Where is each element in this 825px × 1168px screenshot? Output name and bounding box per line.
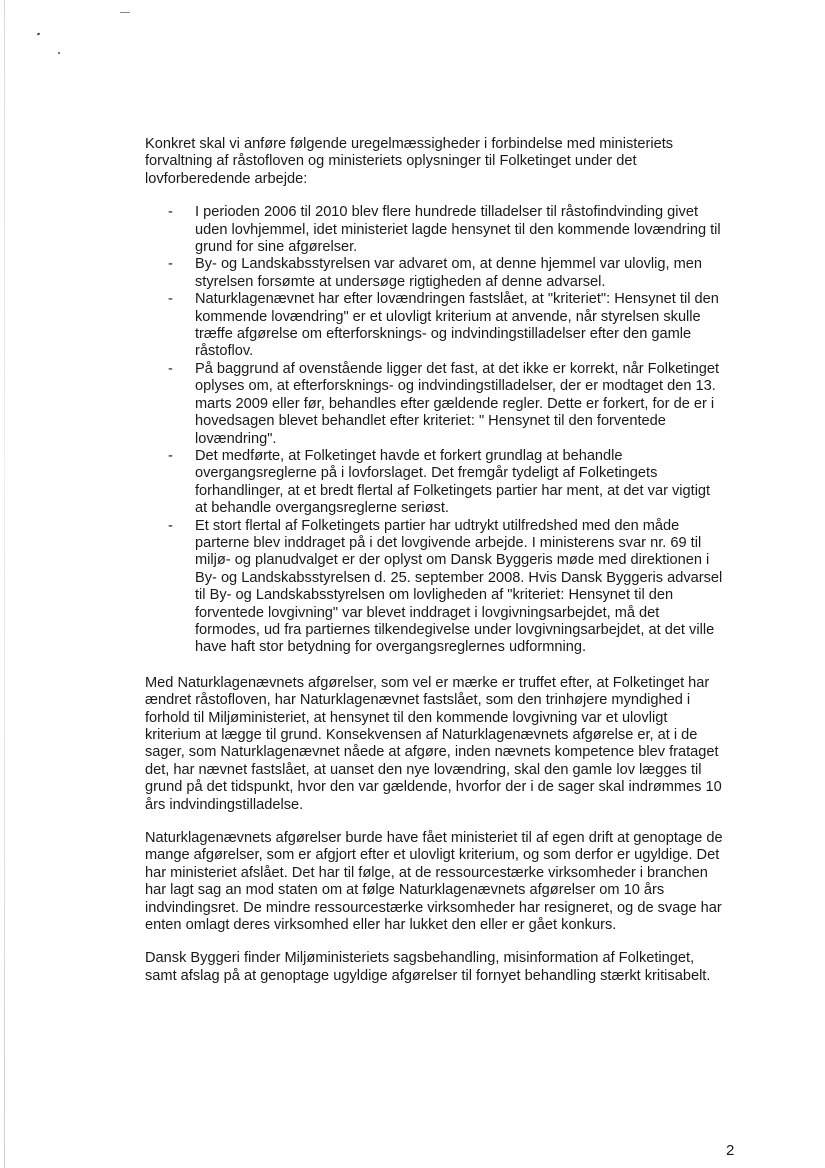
list-item bbox=[168, 291, 725, 361]
scan-speck bbox=[58, 52, 60, 54]
list-item bbox=[168, 517, 725, 657]
scan-speck bbox=[37, 32, 41, 35]
list-item-text: By- og Landskabsstyrelsen var advaret om, at denne hjemmel var ulovlig, men styrelsen forsømte at undersøge rigtigheden af denne advarsel. bbox=[195, 256, 702, 290]
list-item bbox=[168, 447, 725, 518]
bullet-dash: - bbox=[168, 447, 173, 464]
list-item bbox=[168, 360, 725, 448]
list-item bbox=[168, 204, 725, 256]
irregularities-list bbox=[145, 204, 725, 657]
page-number: 2 bbox=[726, 1142, 735, 1159]
paragraph-conclusion: Dansk Byggeri finder Miljøministeriets sagsbehandling, misinformation af Folketinget, samt afslag på at genoptage ugyldige afgørelser til fornyet behandling stærkt kritisabelt. bbox=[145, 950, 711, 984]
bullet-dash: - bbox=[168, 204, 173, 221]
paragraph-consequences: Naturklagenævnets afgørelser burde have fået ministeriet til af egen drift at genoptage de mange afgørelser, som er afgjort efter et ulovligt kriterium, og som derfor er ugyldige. Det har ministeriet afslået. Det har til følge, at de ressourcestærke virksomheder i branchen har lagt sag an mod staten om at følge Naturklagenævnets afgørelser om 10 års indvindingsret. De mindre ressourcestærke virksomheder har resigneret, og de svage har enten omlagt deres virksomhed eller har lukket den eller er gået konkurs. bbox=[145, 830, 723, 934]
list-item-text: På baggrund af ovenstående ligger det fast, at det ikke er korrekt, når Folketinget oplyses om, at efterforsknings- og indvindingstilladelser, der er modtaget den 13. marts 2009 eller før, behandles efter gældende regler. Dette er forkert, for de er i hovedsagen blevet behandlet efter kriteriet: " Hensynet til den forventede lovændring". bbox=[195, 360, 720, 447]
scan-edge bbox=[4, 0, 5, 1168]
paragraph-naturklagenaevnet: Med Naturklagenævnets afgørelser, som vel er mærke er truffet efter, at Folketinget har ændret råstofloven, har Naturklagenævnet fastslået, som den trinhøjere myndighed i forhold til Miljøministeriet, at hensynet til den kommende lovgivning var et ulovligt kriterium at lægge til grund. Konsekvensen af Naturklagenævnets afgørelse er, at i de sager, som Naturklagenævnet nåede at afgøre, inden nævnets kompetence blev frataget det, har nævnet fastslået, at uanset den nye lovændring, skal den gamle lov lægges til grund på det tidspunkt, hvor den var gældende, hvorfor der i de sager skal indrømmes 10 års indvindingstilladelse. bbox=[145, 674, 722, 813]
list-item-text: Et stort flertal af Folketingets partier har udtrykt utilfredshed med den måde parterne blev inddraget på i det lovgivende arbejde. I ministerens svar nr. 69 til miljø- og planudvalget er der oplyst om Dansk Byggeris møde med direktionen i By- og Landskabsstyrelsen d. 25. september 2008. Hvis Dansk Byggeris advarsel til By- og Landskabsstyrelsen om lovligheden af "kriteriet: Hensynet til den forventede lovgivning" var blevet inddraget i lovgivningsarbejdet, må det formodes, ud fra partiernes tilkendegivelse under lovgivningsarbejdet, at det ville have haft stor betydning for overgangsreglernes udformning. bbox=[195, 517, 723, 656]
bullet-dash: - bbox=[168, 517, 173, 534]
scan-mark bbox=[120, 12, 130, 13]
list-item-text: I perioden 2006 til 2010 blev flere hundrede tilladelser til råstofindvinding givet uden lovhjemmel, idet ministeriet lagde hensynet til den kommende lovændring til grund for sine afgørelser. bbox=[195, 204, 721, 256]
list-item-text: Naturklagenævnet har efter lovændringen fastslået, at "kriteriet": Hensynet til den kommende lovændring" er et ulovligt kriterium at anvende, når styrelsen skulle træffe afgørelse om efterforsknings- og indvindingstilladelser efter den gamle råstoflov. bbox=[195, 291, 719, 360]
list-item-text: Det medførte, at Folketinget havde et forkert grundlag at behandle overgangsreglerne på i lovforslaget. Det fremgår tydeligt af Folketingets forhandlinger, at et bredt flertal af Folketingets partier har ment, at det var vigtigt at behandle overgangsreglerne seriøst. bbox=[195, 447, 711, 517]
bullet-dash: - bbox=[168, 360, 173, 377]
document-body bbox=[145, 136, 725, 985]
intro-paragraph: Konkret skal vi anføre følgende uregelmæssigheder i forbindelse med ministeriets forvaltning af råstofloven og ministeriets oplysninger til Folketinget under det lovforberedende arbejde: bbox=[145, 136, 674, 187]
list-item bbox=[168, 256, 725, 291]
bullet-dash: - bbox=[168, 256, 173, 273]
bullet-dash: - bbox=[168, 291, 173, 308]
